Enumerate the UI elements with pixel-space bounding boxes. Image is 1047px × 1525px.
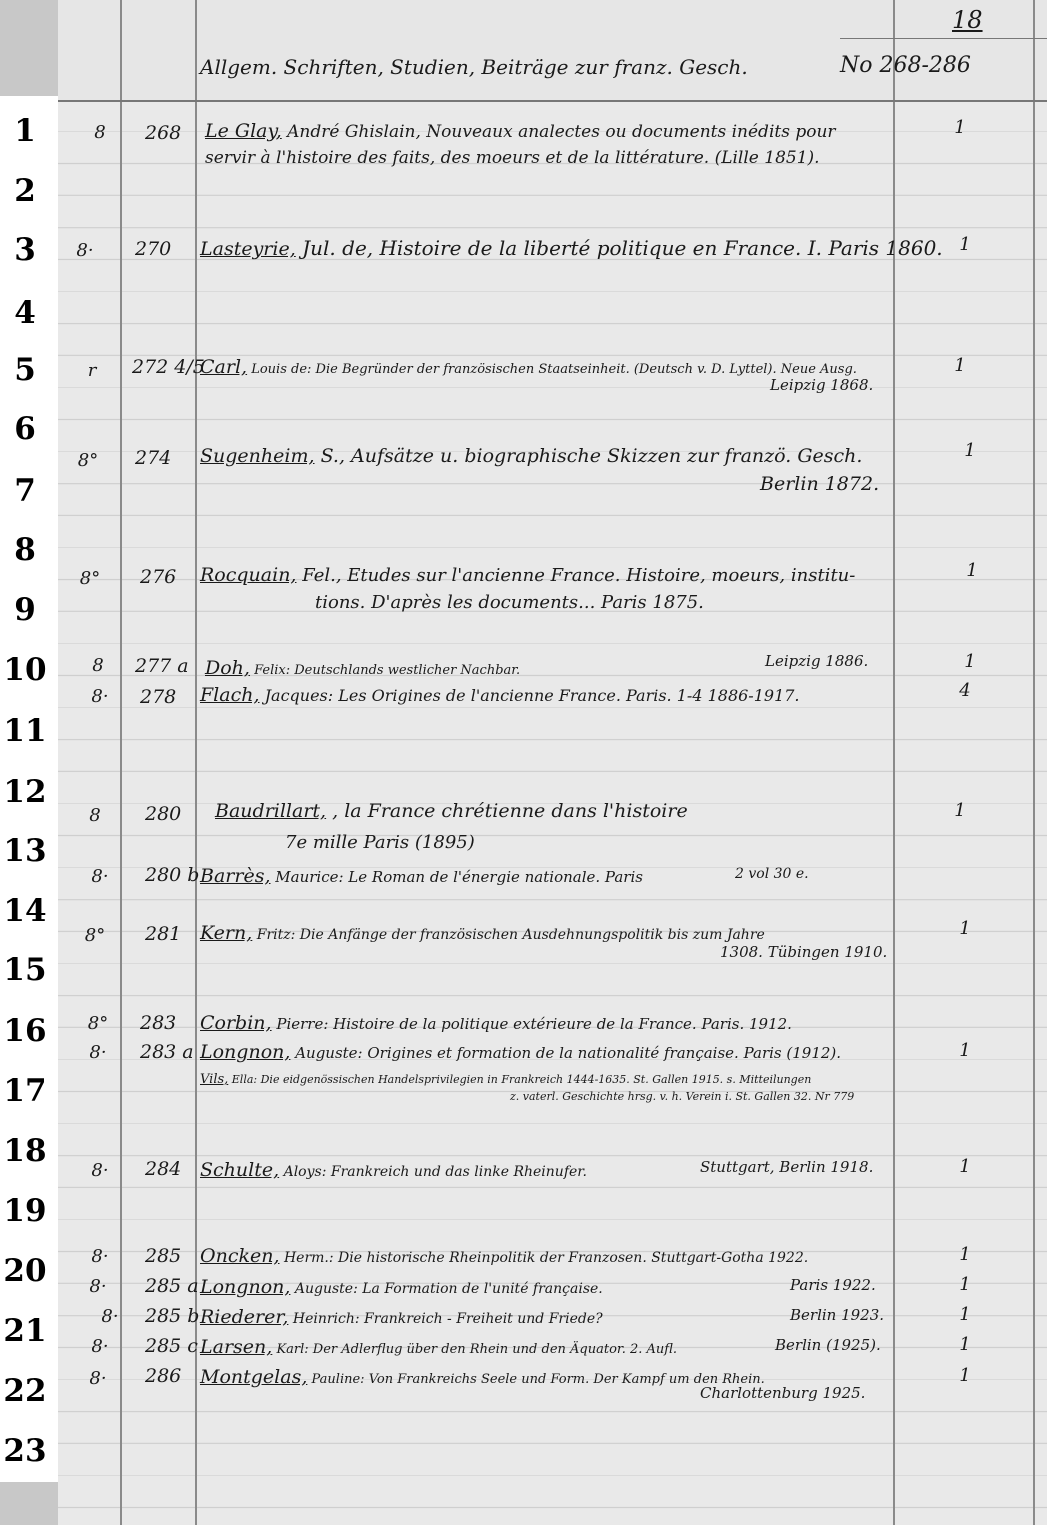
volume-count: 1 xyxy=(954,117,966,138)
entry-author: Doh, xyxy=(205,657,250,679)
entry-title: Aloys: Frankreich und das linke Rheinufer. xyxy=(283,1164,587,1180)
entry-author: Longnon, xyxy=(200,1276,291,1298)
entry-title: Karl: Der Adlerflug über den Rhein und den Äquator. 2. Aufl. xyxy=(276,1342,678,1357)
volume-count: 1 xyxy=(959,1156,971,1177)
catalog-number: 285 b xyxy=(145,1305,200,1327)
entry-author: Corbin, xyxy=(200,1012,272,1034)
entry-line xyxy=(200,1336,677,1358)
catalog-range: No 268-286 xyxy=(840,53,971,78)
entry-title: Jacques: Les Origines de l'ancienne France. Paris. 1-4 1886-1917. xyxy=(264,686,800,705)
entry-line xyxy=(200,1159,587,1181)
entry-author: Barrès, xyxy=(200,865,271,887)
format-cell: 8· xyxy=(101,1306,119,1327)
volume-count: 1 xyxy=(959,1274,971,1295)
header-rule xyxy=(58,100,1047,102)
format-cell: 8· xyxy=(91,1336,109,1357)
entry-title: Maurice: Le Roman de l'énergie nationale. Paris xyxy=(275,868,643,886)
entry-line xyxy=(200,236,943,260)
entry-author: Sugenheim, xyxy=(200,445,315,467)
volume-count: 1 xyxy=(959,1365,971,1386)
entry-continuation: Berlin 1923. xyxy=(790,1306,885,1324)
line-number: 3 xyxy=(14,232,36,268)
entry-continuation: z. vaterl. Geschichte hrsg. v. h. Verein i. St. Gallen 32. Nr 779 xyxy=(510,1090,855,1103)
format-cell: 8· xyxy=(91,1246,109,1267)
entry-author: Flach, xyxy=(200,684,260,706)
entry-title: Heinrich: Frankreich - Freiheit und Friede? xyxy=(292,1311,603,1327)
entry-title: Jul. de, Histoire de la liberté politique en France. I. Paris 1860. xyxy=(302,236,943,260)
entry-line xyxy=(200,1245,808,1267)
entry-author: Montgelas, xyxy=(200,1366,308,1388)
line-number: 23 xyxy=(3,1433,47,1469)
line-number-gutter xyxy=(0,0,58,1525)
volume-count: 1 xyxy=(964,440,976,461)
entry-title: Auguste: Origines et formation de la nationalité française. Paris (1912). xyxy=(295,1044,842,1062)
volume-count: 1 xyxy=(959,1304,971,1325)
format-cell: 8· xyxy=(89,1042,107,1063)
catalog-number: 277 a xyxy=(135,655,189,677)
catalog-number: 268 xyxy=(145,122,182,144)
catalog-number: 281 xyxy=(145,923,182,945)
line-number: 5 xyxy=(14,352,36,388)
catalog-number: 283 a xyxy=(140,1041,194,1063)
line-number: 19 xyxy=(3,1193,47,1229)
column-rule-right xyxy=(1033,0,1035,1525)
format-cell: 8· xyxy=(89,1368,107,1389)
line-number: 7 xyxy=(14,473,36,509)
entry-line xyxy=(215,800,688,822)
entry-title: André Ghislain, Nouveaux analectes ou documents inédits pour xyxy=(287,122,836,142)
volume-count: 1 xyxy=(959,1040,971,1061)
volume-count: 1 xyxy=(966,560,978,581)
entry-line xyxy=(200,1072,811,1087)
format-cell: 8· xyxy=(91,1160,109,1181)
catalog-number: 272 4/5 xyxy=(132,356,205,378)
entry-author: Schulte, xyxy=(200,1159,280,1181)
format-cell: 8° xyxy=(84,925,106,946)
catalog-number: 278 xyxy=(140,686,177,708)
line-number: 16 xyxy=(3,1013,47,1049)
catalog-number: 276 xyxy=(140,566,177,588)
page-header-area xyxy=(58,0,1047,100)
entry-author: Vils, xyxy=(200,1072,229,1087)
entry-continuation: Berlin 1872. xyxy=(760,473,880,495)
format-cell: 8° xyxy=(79,568,101,589)
entry-title: Louis de: Die Begründer der französischen Staatseinheit. (Deutsch v. D. Lyttel). Neue Ausg. xyxy=(251,362,857,377)
entry-line xyxy=(200,1366,765,1388)
format-cell: 8 xyxy=(94,122,106,143)
catalog-number: 274 xyxy=(135,447,172,469)
catalog-number: 280 xyxy=(145,803,182,825)
entry-title: Ella: Die eidgenössischen Handelsprivilegien in Frankreich 1444-1635. St. Gallen 1915. s. Mitteilungen xyxy=(231,1073,812,1086)
volume-count: 1 xyxy=(959,1334,971,1355)
entry-title: Pauline: Von Frankreichs Seele und Form. Der Kampf um den Rhein. xyxy=(311,1372,765,1387)
format-cell: 8° xyxy=(87,1013,109,1034)
entry-author: Longnon, xyxy=(200,1041,291,1063)
catalog-number: 280 b xyxy=(145,864,200,886)
line-number: 15 xyxy=(3,952,47,988)
entry-line xyxy=(205,657,520,679)
entry-continuation: Berlin (1925). xyxy=(775,1336,881,1354)
entry-continuation: Charlottenburg 1925. xyxy=(700,1384,866,1402)
line-number: 20 xyxy=(3,1253,47,1289)
entry-continuation: Leipzig 1886. xyxy=(765,652,869,670)
entry-author: Riederer, xyxy=(200,1306,289,1328)
entry-author: Oncken, xyxy=(200,1245,280,1267)
entry-line xyxy=(200,1012,792,1034)
entry-author: Le Glay, xyxy=(205,120,282,142)
entry-continuation: servir à l'histoire des faits, des moeurs et de la littérature. (Lille 1851). xyxy=(205,148,820,168)
entry-author: Kern, xyxy=(200,922,253,944)
entry-line xyxy=(205,120,836,142)
column-rule-volumes xyxy=(893,0,895,1525)
entry-line xyxy=(200,865,643,887)
entry-title: Fritz: Die Anfänge der französischen Ausdehnungspolitik bis zum Jahre xyxy=(256,927,765,943)
line-number: 11 xyxy=(3,713,47,749)
entry-continuation: Stuttgart, Berlin 1918. xyxy=(700,1158,874,1176)
entry-author: Lasteyrie, xyxy=(200,238,296,260)
format-cell: 8· xyxy=(91,686,109,707)
volume-count: 1 xyxy=(959,234,971,255)
entry-line xyxy=(200,1276,603,1298)
gutter-top-margin xyxy=(0,0,58,96)
page-number: 18 xyxy=(952,6,983,34)
format-cell: 8° xyxy=(77,450,99,471)
entry-author: Carl, xyxy=(200,356,248,378)
entry-continuation: 2 vol 30 e. xyxy=(735,866,809,882)
entry-title: Fel., Etudes sur l'ancienne France. Histoire, moeurs, institu- xyxy=(302,565,856,586)
line-number: 18 xyxy=(3,1133,47,1169)
catalog-number: 285 c xyxy=(145,1335,198,1357)
page-title: Allgem. Schriften, Studien, Beiträge zur franz. Gesch. xyxy=(200,55,748,79)
page-number-rule xyxy=(840,38,1047,39)
format-cell: 8· xyxy=(76,240,94,261)
line-number: 1 xyxy=(14,113,36,149)
catalog-number: 286 xyxy=(145,1365,182,1387)
entry-title: , la France chrétienne dans l'histoire xyxy=(332,800,688,822)
catalog-number: 285 xyxy=(145,1245,182,1267)
gutter-bottom-margin xyxy=(0,1482,58,1525)
line-number: 22 xyxy=(3,1373,47,1409)
line-number: 13 xyxy=(3,833,47,869)
format-cell: 8· xyxy=(91,866,109,887)
entry-title: Felix: Deutschlands westlicher Nachbar. xyxy=(254,663,521,678)
catalog-number: 270 xyxy=(135,238,172,260)
catalog-number: 285 a xyxy=(145,1275,199,1297)
entry-line xyxy=(200,684,800,706)
line-number: 8 xyxy=(14,532,36,568)
entry-line xyxy=(200,1306,603,1328)
entry-title: Herm.: Die historische Rheinpolitik der Franzosen. Stuttgart-Gotha 1922. xyxy=(283,1250,809,1266)
line-number: 4 xyxy=(14,295,36,331)
entry-line xyxy=(200,922,765,944)
volume-count: 1 xyxy=(959,918,971,939)
line-number: 10 xyxy=(3,652,47,688)
entry-line xyxy=(200,564,855,586)
entry-continuation: 1308. Tübingen 1910. xyxy=(720,943,888,961)
volume-count: 4 xyxy=(959,680,971,701)
line-number: 2 xyxy=(14,173,36,209)
entry-continuation: Leipzig 1868. xyxy=(770,376,874,394)
volume-count: 1 xyxy=(954,355,966,376)
entry-title: S., Aufsätze u. biographische Skizzen zur franzö. Gesch. xyxy=(320,445,863,467)
entry-author: Rocquain, xyxy=(200,564,297,586)
line-number: 12 xyxy=(3,774,47,810)
entry-title: Pierre: Histoire de la politique extérieure de la France. Paris. 1912. xyxy=(276,1015,792,1033)
volume-count: 1 xyxy=(954,800,966,821)
entry-line xyxy=(200,445,862,467)
entry-continuation: tions. D'après les documents... Paris 1875. xyxy=(315,592,704,613)
entry-title: Auguste: La Formation de l'unité française. xyxy=(294,1281,603,1297)
catalog-number: 283 xyxy=(140,1012,177,1034)
format-cell: 8 xyxy=(92,655,104,676)
entry-author: Larsen, xyxy=(200,1336,273,1358)
line-number: 17 xyxy=(3,1073,47,1109)
line-number: 9 xyxy=(14,592,36,628)
entry-continuation: Paris 1922. xyxy=(790,1276,876,1294)
format-cell: r xyxy=(87,360,97,381)
line-number: 21 xyxy=(3,1313,47,1349)
line-number: 14 xyxy=(3,893,47,929)
entry-line xyxy=(200,1041,841,1063)
format-cell: 8· xyxy=(89,1276,107,1297)
entry-line xyxy=(200,356,857,378)
line-number: 6 xyxy=(14,411,36,447)
format-cell: 8 xyxy=(89,805,101,826)
volume-count: 1 xyxy=(959,1244,971,1265)
entry-author: Baudrillart, xyxy=(215,800,327,822)
entry-continuation: 7e mille Paris (1895) xyxy=(285,832,475,853)
volume-count: 1 xyxy=(964,651,976,672)
catalog-number: 284 xyxy=(145,1158,182,1180)
